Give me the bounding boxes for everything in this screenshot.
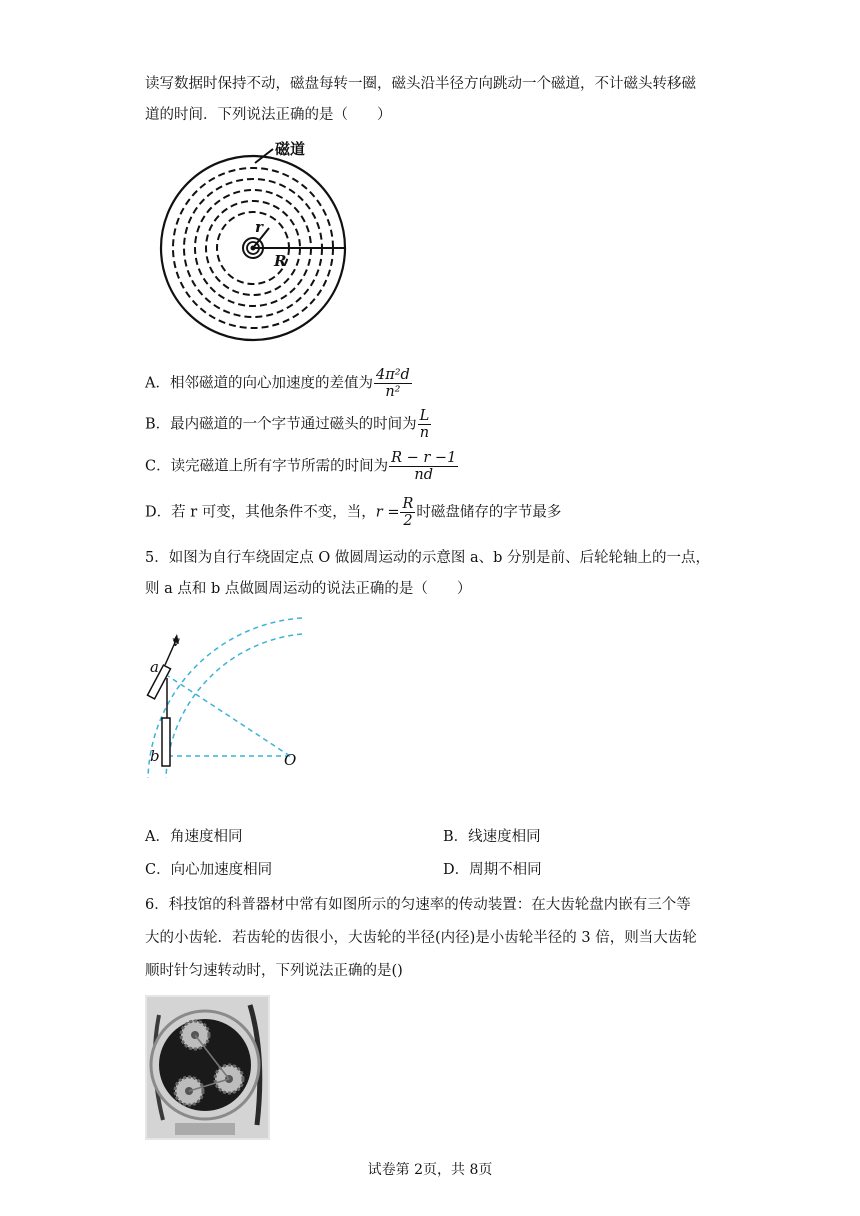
option-a-fraction: [374, 367, 412, 400]
fraction-numerator: R: [402, 496, 414, 512]
a-label: a: [150, 658, 159, 676]
option-b-fraction: [418, 408, 432, 441]
q4-option-a[interactable]: [145, 367, 413, 400]
q4-option-c[interactable]: [145, 450, 459, 483]
radius-to-a: [168, 676, 290, 756]
fraction-denominator: 2: [403, 513, 413, 529]
rear-wheel-rect: [162, 718, 170, 766]
option-d-text: D．若 r 可变，其他条件不变，当，: [145, 504, 376, 521]
fraction-numerator: L: [419, 408, 430, 424]
q5-text-line-2: 则 a 点和 b 点做圆周运动的说法正确的是（ ）: [145, 581, 472, 597]
q4-text-line-1: 读写数据时保持不动，磁盘每转一圈，磁头沿半径方向跳动一个磁道，不计磁头转移磁: [145, 76, 696, 92]
b-label: b: [150, 747, 160, 765]
O-label: O: [284, 751, 297, 769]
r-label: r: [255, 218, 263, 236]
option-c-text: C．读完磁道上所有字节所需的时间为: [145, 458, 389, 475]
bicycle-circular-motion-figure: [140, 610, 310, 780]
q6-text-line-1: 6．科技馆的科普器材中常有如图所示的匀速率的传动装置：在大齿轮盘内嵌有三个等: [145, 897, 691, 913]
track-label: 磁道: [275, 140, 306, 158]
q4-text-line-2: 道的时间．下列说法正确的是（ ）: [145, 107, 392, 123]
q6-text-line-2: 大的小齿轮．若齿轮的齿很小，大齿轮的半径(内径)是小齿轮半径的 3 倍，则当大齿轮: [145, 930, 697, 946]
fraction-denominator: nd: [414, 467, 433, 483]
option-d-text-end: 时磁盘储存的字节最多: [416, 504, 562, 521]
option-d-variable: r =: [375, 504, 400, 521]
q5-option-b[interactable]: B．线速度相同: [443, 829, 541, 845]
option-a-text: A．相邻磁道的向心加速度的差值为: [145, 375, 373, 392]
option-c-fraction: [389, 450, 458, 483]
fraction-numerator: R − r −1: [391, 450, 457, 466]
q5-option-a[interactable]: A．角速度相同: [145, 829, 243, 845]
option-d-fraction: [400, 496, 415, 529]
option-b-text: B．最内磁道的一个字节通过磁头的时间为: [145, 416, 417, 433]
page-footer: 试卷第 2页，共 8页: [367, 1162, 493, 1178]
q4-option-b[interactable]: [145, 408, 432, 441]
q4-option-d[interactable]: [145, 496, 561, 529]
gear-photo-figure: [145, 995, 270, 1140]
v-label: v: [172, 634, 180, 650]
q5-text-line-1: 5．如图为自行车绕固定点 O 做圆周运动的示意图 a、b 分别是前、后轮轮轴上的一点，: [145, 550, 710, 566]
R-label: R: [274, 252, 287, 270]
q5-option-d[interactable]: D．周期不相同: [443, 862, 542, 878]
disk-track-figure: [155, 138, 350, 348]
fraction-denominator: n: [419, 425, 430, 441]
fraction-denominator: n²: [385, 384, 401, 400]
q5-option-c[interactable]: C．向心加速度相同: [145, 862, 273, 878]
q6-text-line-3: 顺时针匀速转动时，下列说法正确的是(): [145, 963, 403, 979]
fraction-numerator: 4π²d: [375, 367, 410, 383]
